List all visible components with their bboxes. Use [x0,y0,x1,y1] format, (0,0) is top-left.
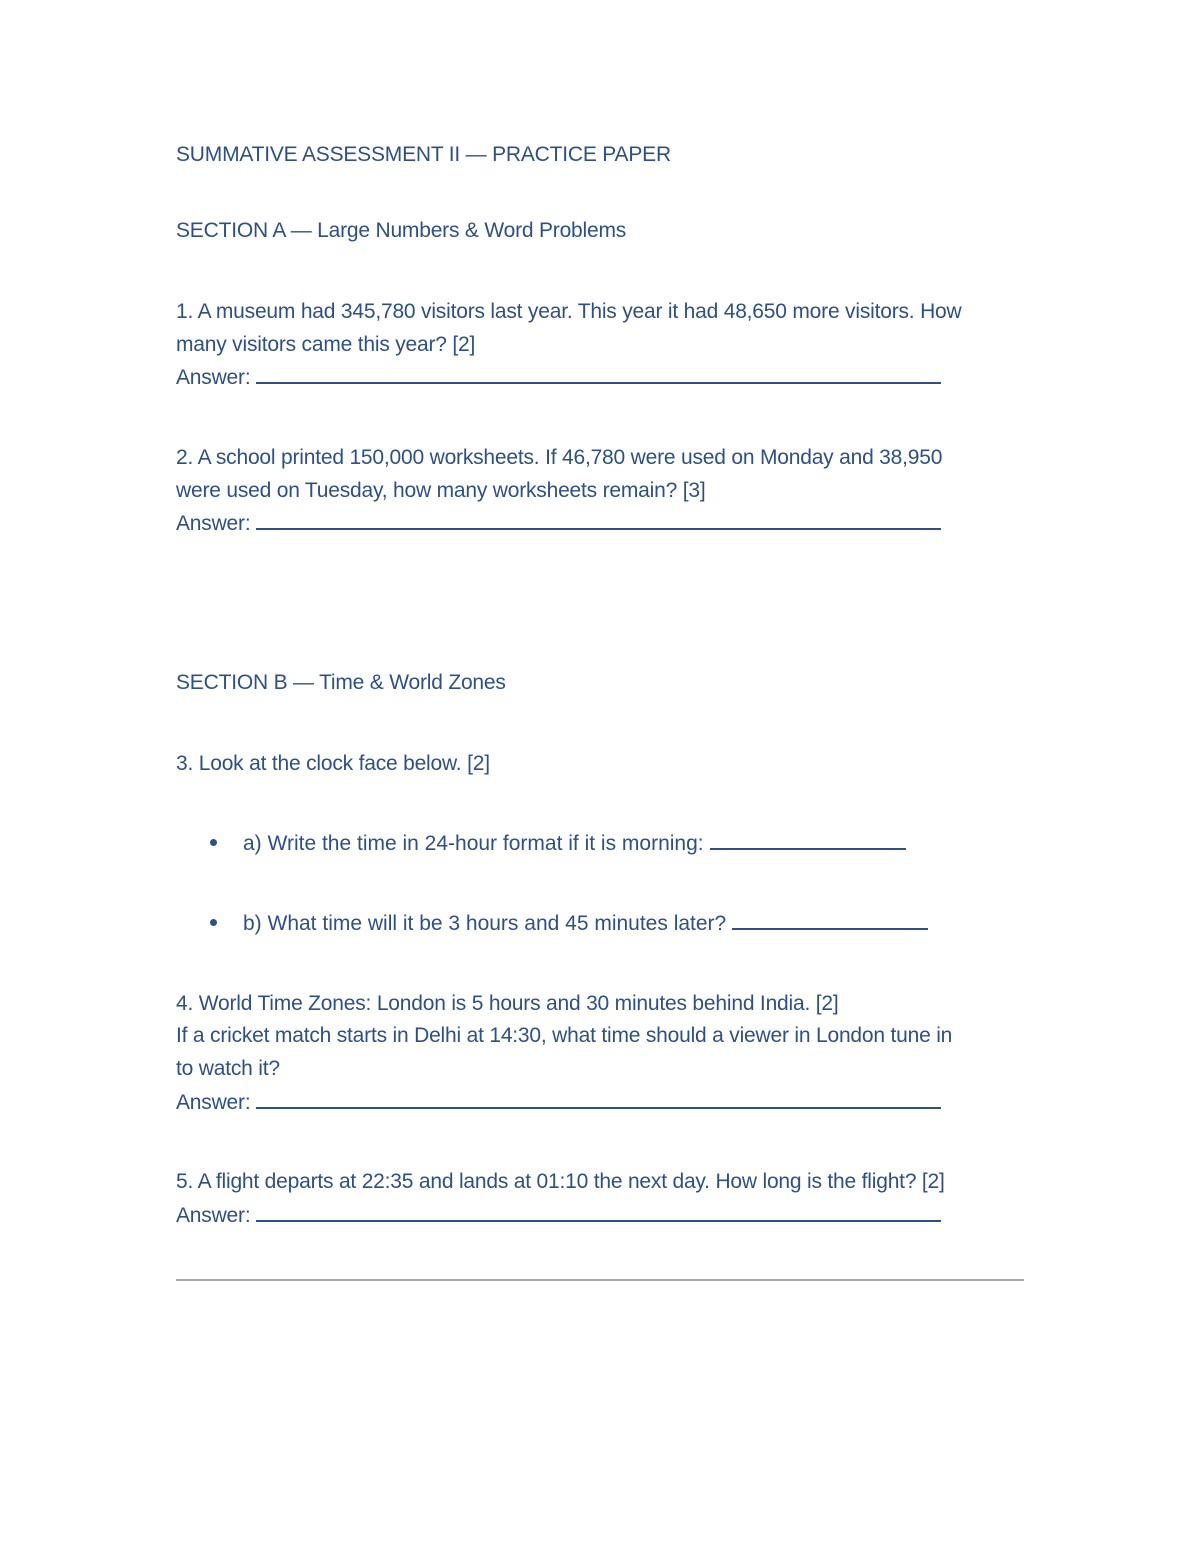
question-3a-row [210,830,906,858]
answer-label: Answer: [176,512,251,535]
section-b-heading: SECTION B — Time & World Zones [176,671,506,694]
question-2-line-2: were used on Tuesday, how many worksheets remain? [3] [176,479,706,502]
section-a-heading: SECTION A — Large Numbers & Word Problems [176,219,627,242]
question-3b-answer-blank[interactable] [732,910,928,930]
bullet-icon [210,839,217,846]
answer-label: Answer: [176,1091,251,1114]
horizontal-divider [176,1279,1024,1281]
bullet-icon [210,919,217,926]
answer-label: Answer: [176,1204,251,1227]
question-4-answer-row [176,1089,941,1117]
question-1-line-2: many visitors came this year? [2] [176,333,476,356]
question-3a-text: a) Write the time in 24-hour format if it is morning: [243,832,704,855]
question-1-answer-row [176,364,941,392]
question-2-answer-row [176,510,941,538]
answer-label: Answer: [176,366,251,389]
question-5-answer-row [176,1202,941,1230]
question-3a-answer-blank[interactable] [710,830,906,850]
question-4-answer-blank[interactable] [256,1089,941,1109]
question-4-line-2: If a cricket match starts in Delhi at 14:30, what time should a viewer in London tune in [176,1024,953,1047]
question-5-answer-blank[interactable] [256,1202,941,1222]
question-1-answer-blank[interactable] [256,364,941,384]
page-title: SUMMATIVE ASSESSMENT II — PRACTICE PAPER [176,143,671,166]
question-5: 5. A flight departs at 22:35 and lands at 01:10 the next day. How long is the flight? [2] [176,1170,945,1193]
question-3b-text: b) What time will it be 3 hours and 45 minutes later? [243,912,727,935]
question-3: 3. Look at the clock face below. [2] [176,752,490,775]
question-2-line-1: 2. A school printed 150,000 worksheets. If 46,780 were used on Monday and 38,950 [176,446,943,469]
question-3b-row [210,910,928,938]
question-1-line-1: 1. A museum had 345,780 visitors last year. This year it had 48,650 more visitors. How [176,300,962,323]
question-2-answer-blank[interactable] [256,510,941,530]
question-4-line-1: 4. World Time Zones: London is 5 hours and 30 minutes behind India. [2] [176,992,839,1015]
question-4-line-3: to watch it? [176,1057,280,1080]
